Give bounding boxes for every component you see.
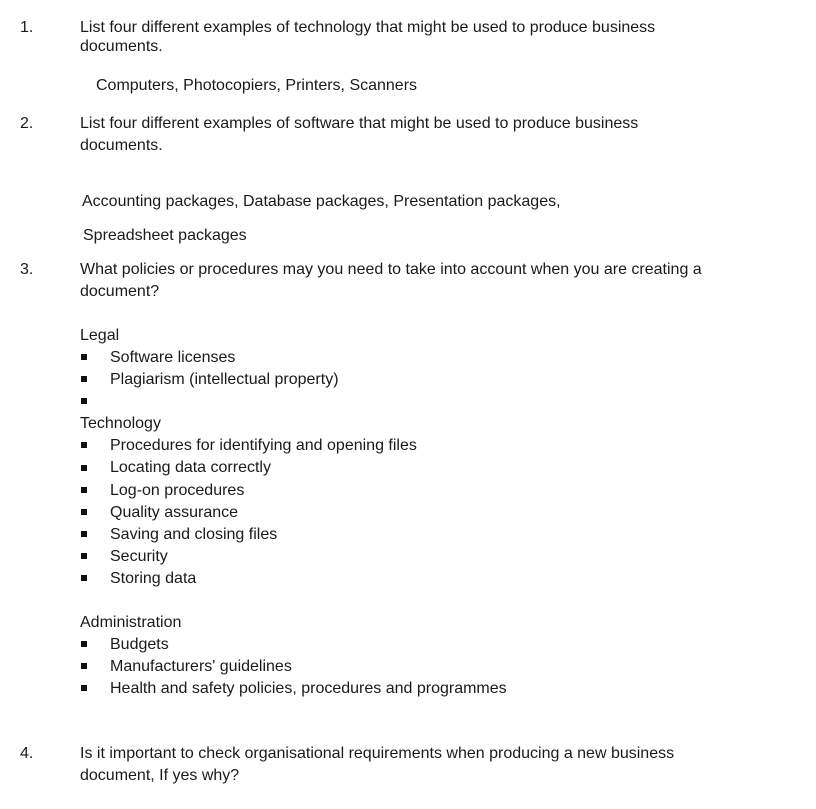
bullet bbox=[81, 663, 87, 669]
list-item: Storing data bbox=[110, 570, 197, 587]
list-item: Procedures for identifying and opening files bbox=[110, 437, 417, 454]
question-text-line: Is it important to check organisational requirements when producing a new business bbox=[80, 745, 675, 762]
list-item: Log-on procedures bbox=[110, 482, 245, 499]
bullet bbox=[81, 553, 87, 559]
section-heading: Technology bbox=[80, 415, 161, 432]
bullet bbox=[81, 487, 87, 493]
question-text-line: List four different examples of technology that might be used to produce business bbox=[80, 19, 656, 36]
list-item: Budgets bbox=[110, 636, 169, 653]
bullet bbox=[81, 509, 87, 515]
question-text-line: documents. bbox=[80, 38, 163, 55]
question-number: 2. bbox=[20, 115, 34, 132]
bullet bbox=[81, 376, 87, 382]
question-text-line: What policies or procedures may you need to take into account when you are creating a bbox=[80, 261, 702, 278]
list-item: Health and safety policies, procedures and programmes bbox=[110, 680, 507, 697]
bullet bbox=[81, 442, 87, 448]
list-item: Locating data correctly bbox=[110, 459, 271, 476]
list-item: Plagiarism (intellectual property) bbox=[110, 371, 339, 388]
answer-text: Computers, Photocopiers, Printers, Scanners bbox=[96, 77, 418, 94]
question-text-line: List four different examples of software that might be used to produce business bbox=[80, 115, 639, 132]
bullet bbox=[81, 685, 87, 691]
list-item: Manufacturers' guidelines bbox=[110, 658, 292, 675]
question-text-line: document? bbox=[80, 283, 160, 300]
question-text-line: document, If yes why? bbox=[80, 767, 240, 784]
bullet bbox=[81, 354, 87, 360]
list-item: Software licenses bbox=[110, 349, 236, 366]
section-heading: Legal bbox=[80, 327, 120, 344]
question-number: 3. bbox=[20, 261, 34, 278]
answer-text: Accounting packages, Database packages, Presentation packages, bbox=[82, 193, 561, 210]
bullet bbox=[81, 465, 87, 471]
bullet bbox=[81, 398, 87, 404]
question-number: 4. bbox=[20, 745, 34, 762]
question-number: 1. bbox=[20, 19, 34, 36]
question-text-line: documents. bbox=[80, 137, 163, 154]
bullet bbox=[81, 641, 87, 647]
section-heading: Administration bbox=[80, 614, 182, 631]
bullet bbox=[81, 575, 87, 581]
list-item: Security bbox=[110, 548, 168, 565]
answer-text: Spreadsheet packages bbox=[83, 227, 247, 244]
list-item: Saving and closing files bbox=[110, 526, 278, 543]
bullet bbox=[81, 531, 87, 537]
list-item: Quality assurance bbox=[110, 504, 239, 521]
